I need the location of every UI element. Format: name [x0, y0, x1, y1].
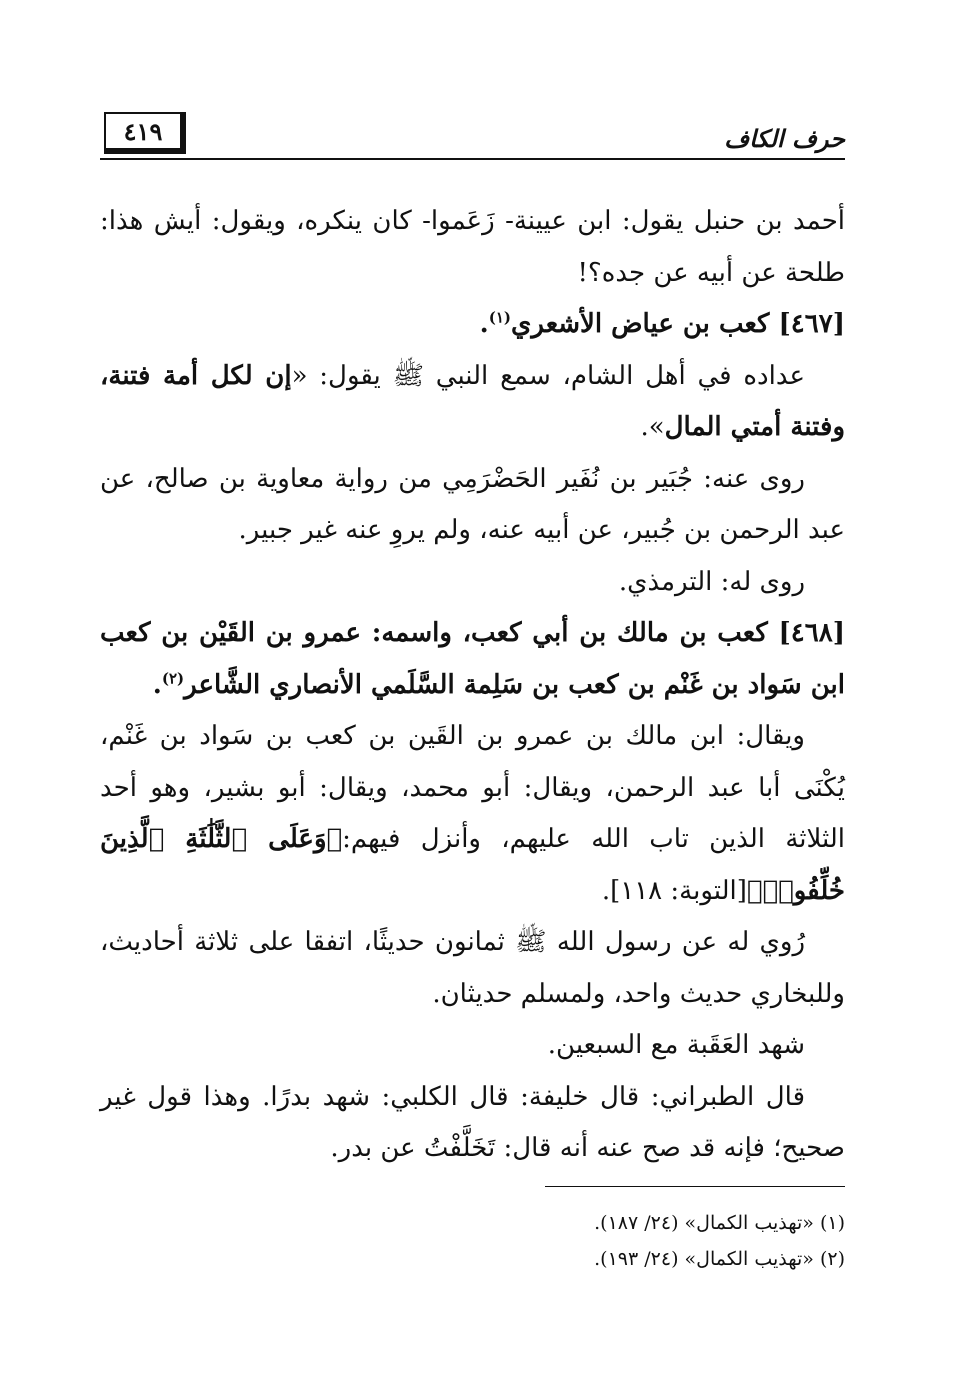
page-number: ٤١٩ [123, 116, 163, 146]
footnote-2: (٢) «تهذيب الكمال» (٢٤/ ١٩٣). [594, 1248, 845, 1270]
entry-467-hadith: عداده في أهل الشام، سمع النبي ﷺ يقول: «إن لكل أمة فتنة، وفتنة أمتي المال». [100, 360, 845, 442]
running-title: حرف الكاف [724, 124, 845, 153]
entry-468-heading: [٤٦٨] كعب بن مالك بن أبي كعب، واسمه: عمرو بن القَيْن بن كعب ابن سَواد بن غَنْم بن كعب بن سَلِمة السَّلَمي الأنصاري الشَّاعر$^{(٢)}$. [100, 618, 845, 700]
footnote-ref-2: (٢) [161, 668, 185, 687]
footnote-1: (١) «تهذيب الكمال» (٢٤/ ١٨٧). [594, 1212, 845, 1234]
quran-verse: ﴿وَعَلَى ٱلثَّلَٰثَةِ ٱلَّذِينَ خُلِّفُوا۟﴾ [100, 824, 845, 906]
page-header [100, 110, 845, 162]
entry-467-heading: [٤٦٧] كعب بن عياض الأشعري$^{(١)}$. [479, 308, 845, 339]
entry-468-badr: قال الطبراني: قال خليفة: قال الكلبي: شهد بدرًا. وهذا قول غير صحيح؛ فإنه قد صح عنه أنه قال: تَخَلَّفْتُ عن بدر. [100, 1081, 845, 1163]
entry-468-aqaba: شهد العَقَبة مع السبعين. [547, 1030, 805, 1060]
paragraph-continuation: أحمد بن حنبل يقول: ابن عيينة- زَعَموا- كان ينكره، ويقول: أيش هذا: طلحة عن أبيه عن جده؟! [100, 206, 845, 288]
entry-467-transmitters: روى له: الترمذي. [618, 566, 805, 597]
footnote-ref-1: (١) [488, 308, 511, 327]
header-divider [100, 158, 845, 160]
footnotes [500, 1205, 845, 1277]
hadith-text: إن لكل أمة فتنة، وفتنة أمتي المال [100, 360, 845, 442]
entry-468-lineage: ويقال: ابن مالك بن عمرو بن القَين بن كعب بن سَواد بن غَنْم، يُكْنَى أبا عبد الرحمن، ويقال: أبو محمد، ويقال: أبو بشير، وهو أحد الثلاثة الذين تاب الله عليهم، وأنزل فيهم:﴿وَعَلَى ٱلثَّلَٰثَةِ ٱلَّذِينَ خُلِّفُوا۟﴾[التوبة: ١١٨]. [100, 721, 845, 906]
main-text [100, 196, 845, 1175]
page-number-box [104, 112, 186, 154]
entry-468-hadith-count: رُوي له عن رسول الله ﷺ ثمانون حديثًا، اتفقا على ثلاثة أحاديث، وللبخاري حديث واحد، ولمسلم حديثان. [100, 927, 845, 1009]
footnote-divider [545, 1186, 845, 1187]
entry-467-narrators: روى عنه: جُبَير بن نُفَير الحَضْرَمِي من رواية معاوية بن صالح، عن عبد الرحمن بن جُبير، عن أبيه عنه، ولم يروِ عنه غير جبير. [100, 463, 845, 545]
